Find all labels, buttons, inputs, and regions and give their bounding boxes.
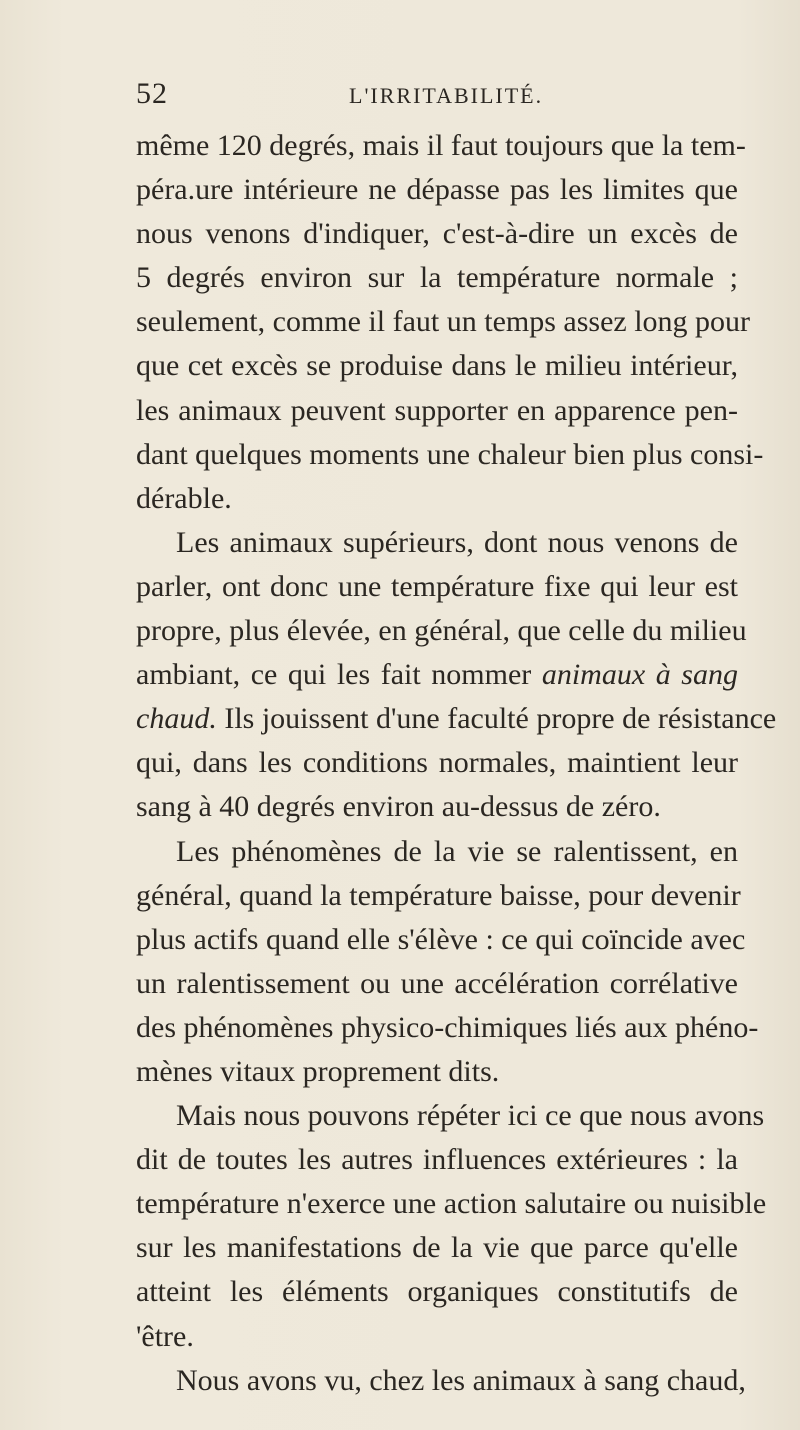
text-line	[136, 168, 738, 212]
text-line-content: température n'exerce une action salutaire ou nuisible	[136, 1187, 767, 1221]
text-line-content: même 120 degrés, mais il faut toujours que la tem-	[136, 129, 746, 162]
text-line-content: 'être.	[136, 1319, 194, 1353]
text-line-content: Les animaux supérieurs, dont nous venons de	[176, 525, 738, 559]
text-line	[136, 1094, 765, 1138]
text-line	[136, 1006, 759, 1050]
text-line	[136, 389, 738, 433]
text-line-content: général, quand la température baisse, pour devenir	[136, 878, 741, 912]
body-text	[136, 124, 777, 1403]
text-line-content: plus actifs quand elle s'élève : ce qui coïncide avec	[136, 922, 746, 956]
text-line-content: Mais nous pouvons répéter ici ce que nous avons	[176, 1099, 765, 1133]
page-number: 52	[136, 77, 168, 110]
text-line	[136, 1315, 738, 1359]
text-line	[136, 212, 738, 256]
text-line-content: sang à 40 degrés environ au-dessus de zéro.	[136, 790, 661, 824]
text-line-content: les animaux peuvent supporter en apparence pen-	[136, 393, 738, 427]
text-line-content: dit de toutes les autres influences extérieures : la	[136, 1143, 738, 1177]
text-line	[136, 124, 746, 168]
italic-term: animaux à sang	[541, 658, 738, 692]
running-title: L'IRRITABILITÉ.	[349, 83, 544, 108]
text-line	[136, 697, 777, 741]
text-line	[136, 477, 738, 521]
text-line-content: nous venons d'indiquer, c'est-à-dire un excès de	[136, 217, 738, 251]
text-line	[136, 1270, 738, 1314]
text-line-content: Ils jouissent d'une faculté propre de résistance	[224, 702, 777, 736]
text-line-content: que cet excès se produise dans le milieu intérieur,	[136, 349, 738, 383]
page-header	[136, 74, 736, 118]
text-line	[136, 565, 738, 609]
text-line-content: qui, dans les conditions normales, maintient leur	[136, 746, 738, 780]
text-line	[136, 609, 747, 653]
text-line-content: dant quelques moments une chaleur bien plus consi-	[136, 437, 764, 471]
text-line-content: Nous avons vu, chez les animaux à sang chaud,	[176, 1363, 746, 1397]
text-line-content: des phénomènes physico-chimiques liés aux phéno-	[136, 1010, 759, 1044]
text-line	[136, 918, 746, 962]
text-line-content: sur les manifestations de la vie que parce qu'elle	[136, 1231, 738, 1265]
text-line-content: mènes vitaux proprement dits.	[136, 1054, 500, 1088]
text-line	[136, 521, 738, 565]
text-line	[136, 300, 751, 344]
text-line	[136, 1359, 746, 1403]
text-line-content: Les phénomènes de la vie se ralentissent, en	[176, 834, 738, 868]
text-line	[136, 344, 738, 388]
text-line	[136, 830, 738, 874]
text-line	[136, 741, 738, 785]
italic-term: chaud.	[136, 702, 217, 736]
text-line-content: 5 degrés environ sur la température normale ;	[136, 261, 738, 295]
text-line-content: parler, ont donc une température fixe qui leur est	[136, 569, 738, 603]
text-line	[136, 256, 738, 300]
text-line	[136, 874, 741, 918]
text-line-content: propre, plus élevée, en général, que celle du milieu	[136, 614, 747, 648]
text-line	[136, 1050, 738, 1094]
text-line-content: péra.ure intérieure ne dépasse pas les limites que	[136, 173, 738, 207]
text-line	[136, 1226, 738, 1270]
text-line-content: dérable.	[136, 481, 232, 515]
text-line	[136, 1182, 767, 1226]
text-line-content: ambiant, ce qui les fait nommer	[136, 658, 532, 692]
text-line	[136, 653, 738, 697]
text-line	[136, 433, 764, 477]
text-line-content: un ralentissement ou une accélération corrélative	[136, 966, 738, 1000]
text-line	[136, 785, 738, 829]
text-line-content: seulement, comme il faut un temps assez long pour	[136, 305, 751, 339]
text-line	[136, 962, 738, 1006]
text-line	[136, 1138, 738, 1182]
text-line-content: atteint les éléments organiques constitutifs de	[136, 1275, 738, 1309]
